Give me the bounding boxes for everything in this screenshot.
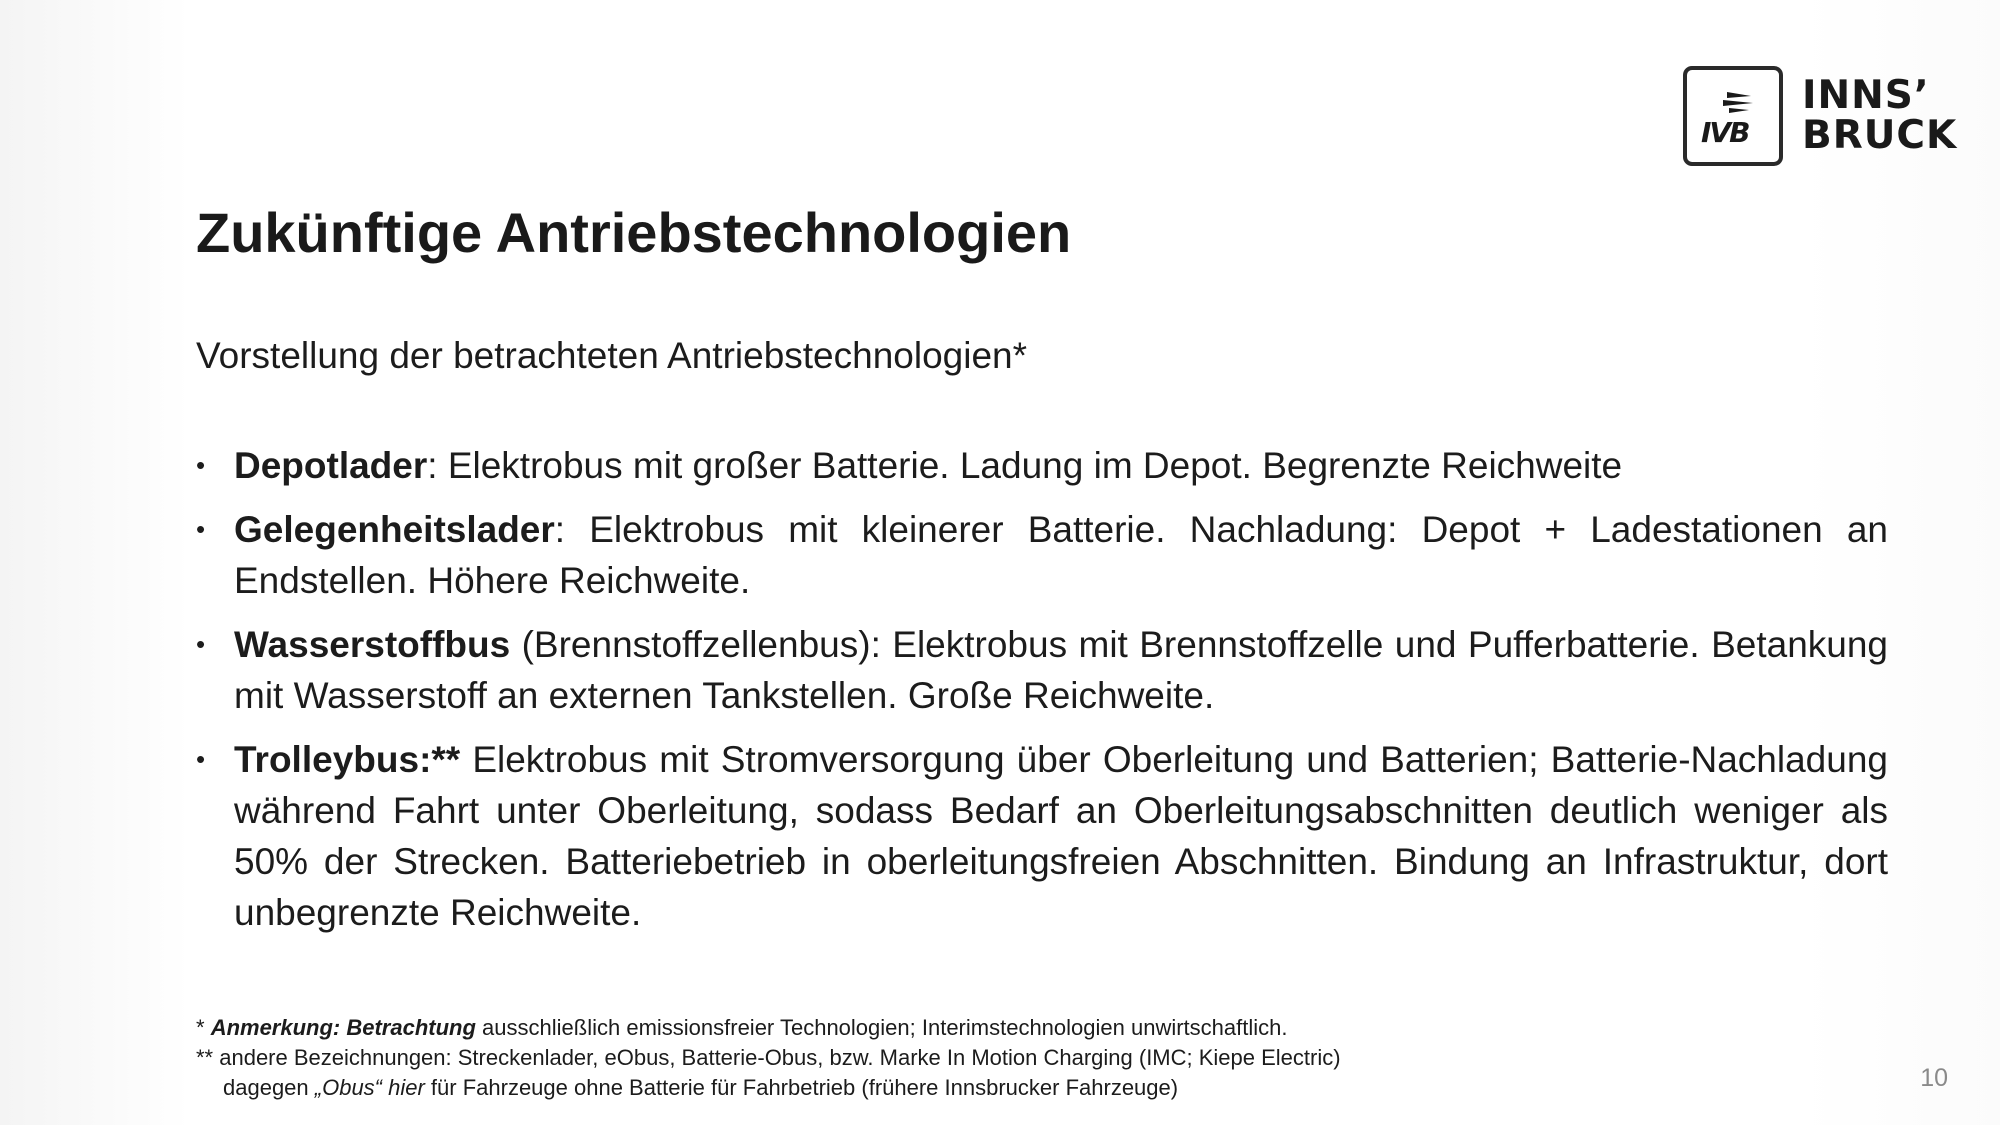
footnote-3 bbox=[196, 1073, 1341, 1103]
subtitle: Vorstellung der betrachteten Antriebstechnologien* bbox=[196, 335, 1028, 376]
bullet-term: Wasserstoffbus bbox=[234, 624, 511, 665]
bullet-term-suffix: : bbox=[554, 509, 566, 550]
bullet-term-suffix: : bbox=[427, 445, 438, 486]
innsbruck-wordmark bbox=[1802, 73, 1958, 158]
wordmark-line-1: INNS’ bbox=[1802, 73, 1930, 118]
bullet-term: Depotlader bbox=[234, 445, 428, 486]
bullet-item-gelegenheitslader bbox=[196, 504, 1888, 606]
bullet-item-wasserstoffbus bbox=[196, 619, 1888, 721]
bullet-text: Elektrobus mit großer Batterie. Ladung im Depot. Begrenzte Reichweite bbox=[437, 445, 1623, 486]
bullet-dot-icon: • bbox=[196, 450, 206, 480]
ivb-logo-text: IVB bbox=[1701, 116, 1749, 149]
footnote-3-text: für Fahrzeuge ohne Batterie für Fahrbetrieb (frühere Innsbrucker Fahrzeuge) bbox=[424, 1075, 1179, 1100]
page-number: 10 bbox=[1920, 1064, 1948, 1092]
footnote-1 bbox=[196, 1013, 1341, 1043]
footnote-1-prefix: * bbox=[196, 1015, 211, 1040]
footnote-1-text: ausschließlich emissionsfreier Technologien; Interimstechnologien unwirtschaftlich. bbox=[475, 1015, 1288, 1040]
footnote-3-prefix: dagegen bbox=[223, 1075, 315, 1100]
bullet-text: Elektrobus mit Stromversorgung über Oberleitung und Batterien; Batterie-Nachladung während Fahrt unter Oberleitung, sodass Bedarf an Oberleitungsabschnitten deutlich weniger als 50% der Strecken. Batteriebetrieb in oberleitungsfreien Abschnitten. Bindung an Infrastruktur, dort unbegrenzte Reichweite. bbox=[234, 739, 1888, 933]
wordmark-line-2: BRUCK bbox=[1802, 113, 1958, 158]
bullet-term-suffix: :** bbox=[419, 739, 461, 780]
bullet-list bbox=[196, 440, 1888, 951]
footnote-2: ** andere Bezeichnungen: Streckenlader, eObus, Batterie-Obus, bzw. Marke In Motion Charging (IMC; Kiepe Electric) bbox=[196, 1045, 1341, 1070]
footnotes bbox=[196, 1013, 1341, 1103]
footnote-3-emphasis: „Obus“ hier bbox=[314, 1075, 425, 1100]
bullet-item-trolleybus bbox=[196, 734, 1888, 938]
ivb-logo bbox=[1683, 62, 1957, 170]
bullet-text: (Brennstoffzellenbus): Elektrobus mit Brennstoffzelle und Pufferbatterie. Betankung mit Wasserstoff an externen Tankstellen. Große Reichweite. bbox=[234, 624, 1888, 716]
bullet-text: Elektrobus mit kleinerer Batterie. Nachladung: Depot + Ladestationen an Endstellen. Höhere Reichweite. bbox=[234, 509, 1888, 601]
bullet-item-depotlader bbox=[196, 440, 1888, 491]
bullet-dot-icon: • bbox=[196, 744, 206, 774]
page-title: Zukünftige Antriebstechnologien bbox=[196, 201, 1072, 264]
footnote-1-emphasis: Anmerkung: Betrachtung bbox=[210, 1015, 476, 1040]
ivb-logo-mark bbox=[1683, 66, 1783, 166]
bullet-term: Trolleybus bbox=[234, 739, 420, 780]
bullet-dot-icon: • bbox=[196, 629, 206, 659]
bullet-term: Gelegenheitslader bbox=[234, 509, 555, 550]
bullet-dot-icon: • bbox=[196, 514, 206, 544]
